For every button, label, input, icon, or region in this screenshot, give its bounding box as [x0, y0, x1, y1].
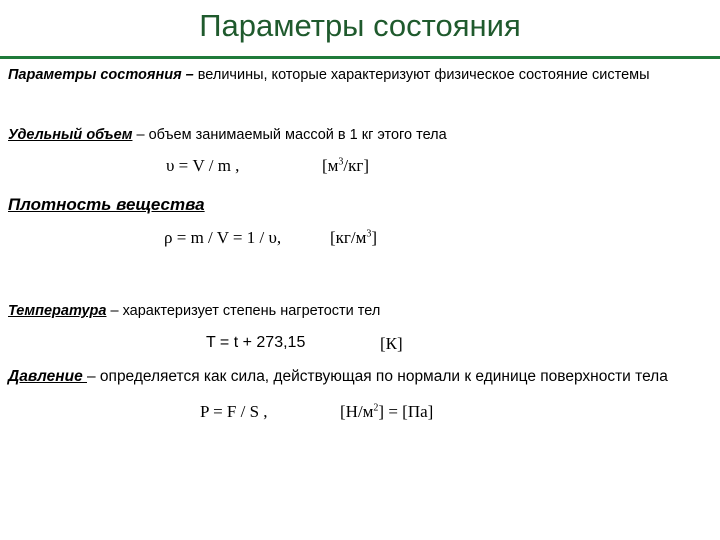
- state-params-term: Параметры состояния: [8, 67, 182, 83]
- temperature-text: – характеризует степень нагретости тел: [106, 303, 381, 319]
- density-formula: ρ = m / V = 1 / υ,: [164, 228, 282, 247]
- pressure-unit-post: ] = [Па]: [378, 402, 434, 421]
- density-unit-post: ]: [371, 228, 378, 247]
- specific-volume-definition: [8, 126, 708, 144]
- temperature-unit: [К]: [380, 334, 403, 353]
- temperature-formula: T = t + 273,15: [206, 334, 306, 351]
- density-unit-sup: 3: [366, 228, 372, 240]
- pressure-term: Давление: [8, 368, 87, 385]
- specific-volume-unit: [322, 156, 369, 176]
- specific-volume-formula: υ = V / m ,: [166, 156, 240, 175]
- pressure-text: – определяется как сила, действующая по нормали к единице поверхности тела: [87, 368, 668, 385]
- state-params-text: величины, которые характеризуют физическое состояние системы: [197, 67, 650, 83]
- state-params-definition: [8, 66, 708, 84]
- temperature-definition: [8, 302, 708, 320]
- density-definition: [8, 196, 708, 214]
- density-term: Плотность вещества: [8, 195, 205, 214]
- specific-volume-unit-sup: 3: [338, 156, 344, 168]
- temperature-term: Температура: [8, 303, 107, 319]
- pressure-definition: [8, 368, 708, 386]
- density-unit-pre: [кг/м: [330, 228, 367, 247]
- specific-volume-text: – объем занимаемый массой в 1 кг этого тела: [132, 127, 447, 143]
- specific-volume-term: Удельный объем: [8, 127, 133, 143]
- pressure-unit-pre: [Н/м: [340, 402, 374, 421]
- pressure-formula: P = F / S ,: [200, 402, 268, 421]
- specific-volume-unit-pre: [м: [322, 156, 339, 175]
- state-params-dash: –: [181, 67, 198, 83]
- slide-title: Параметры состояния: [199, 8, 521, 43]
- density-unit: [330, 228, 377, 248]
- title-divider: [0, 56, 720, 59]
- pressure-unit: [340, 402, 433, 422]
- specific-volume-unit-post: /кг]: [343, 156, 370, 175]
- pressure-unit-sup: 2: [373, 402, 379, 414]
